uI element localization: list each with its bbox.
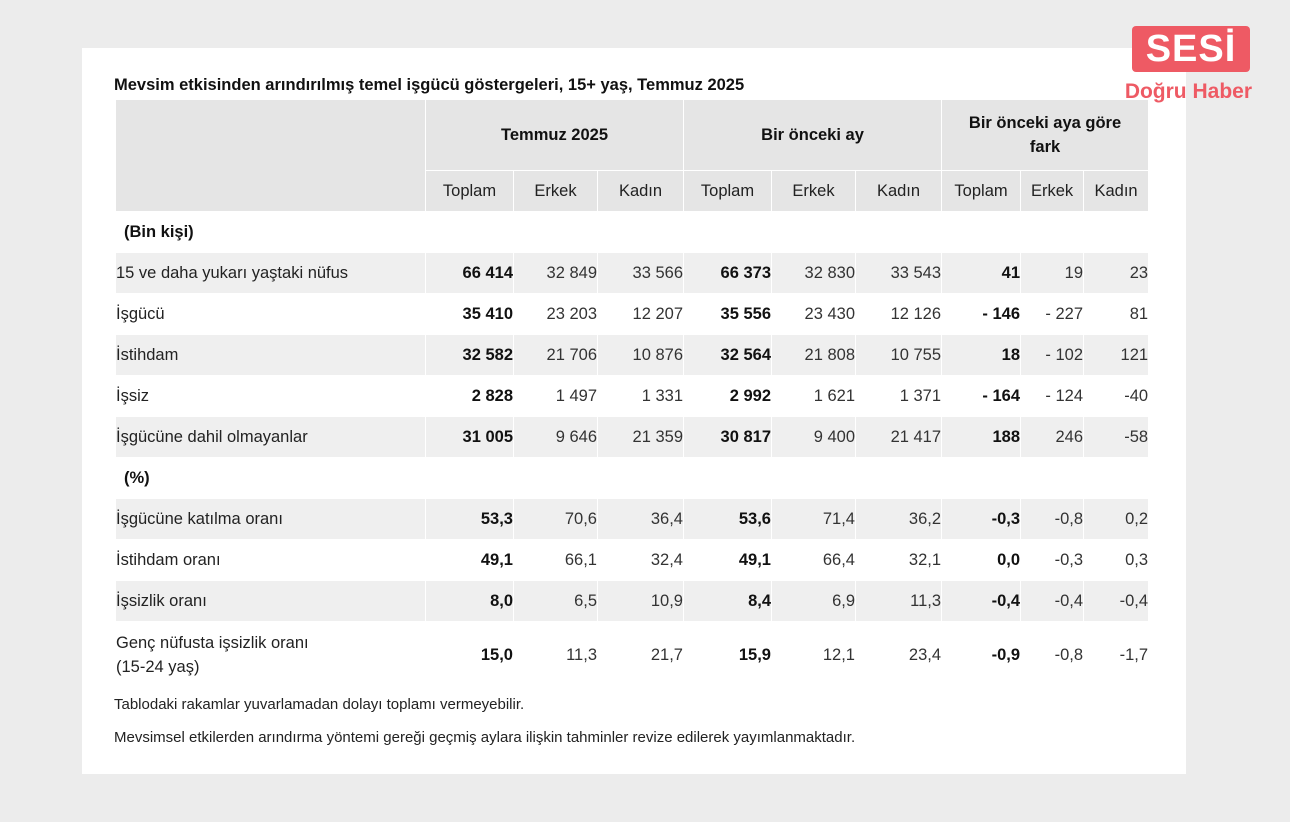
table-cell: 66,4 <box>772 540 856 581</box>
table-cell: 49,1 <box>684 540 772 581</box>
table-cell: 19 <box>1021 253 1084 294</box>
table-cell: -0,4 <box>1084 581 1149 622</box>
table-cell: 8,4 <box>684 581 772 622</box>
col-header: Erkek <box>514 171 598 212</box>
brand-logo-box: SESİ <box>1132 26 1250 72</box>
table-cell: 1 331 <box>598 376 684 417</box>
table-cell: 53,6 <box>684 499 772 540</box>
brand-tagline: Doğru Haber <box>1124 80 1252 103</box>
table-cell: 21 359 <box>598 417 684 458</box>
table-cell: 21 417 <box>856 417 942 458</box>
table-cell: 30 817 <box>684 417 772 458</box>
table-cell: 32,1 <box>856 540 942 581</box>
table-cell: 66,1 <box>514 540 598 581</box>
table-cell: 32,4 <box>598 540 684 581</box>
table-cell: -0,9 <box>942 622 1021 689</box>
table-cell: - 227 <box>1021 294 1084 335</box>
table-row <box>116 253 1149 294</box>
table-cell: 66 373 <box>684 253 772 294</box>
table-cell: 6,5 <box>514 581 598 622</box>
table-cell: 10 755 <box>856 335 942 376</box>
section-label: (Bin kişi) <box>116 212 1149 253</box>
row-label: İşgücüne katılma oranı <box>116 499 426 540</box>
labor-stats-table <box>115 99 1149 689</box>
table-cell: -40 <box>1084 376 1149 417</box>
table-cell: 23 203 <box>514 294 598 335</box>
table-cell: 70,6 <box>514 499 598 540</box>
table-card <box>82 48 1186 774</box>
row-label: İstihdam oranı <box>116 540 426 581</box>
table-cell: 0,3 <box>1084 540 1149 581</box>
table-cell: 32 564 <box>684 335 772 376</box>
table-cell: 23,4 <box>856 622 942 689</box>
table-cell: 21 706 <box>514 335 598 376</box>
table-cell: 10 876 <box>598 335 684 376</box>
table-cell: 12 207 <box>598 294 684 335</box>
row-label: 15 ve daha yukarı yaştaki nüfus <box>116 253 426 294</box>
group-header-difference <box>942 100 1149 171</box>
table-cell: -1,7 <box>1084 622 1149 689</box>
table-cell: 21 808 <box>772 335 856 376</box>
table-cell: 1 497 <box>514 376 598 417</box>
row-label: İşgücüne dahil olmayanlar <box>116 417 426 458</box>
table-cell: 32 849 <box>514 253 598 294</box>
col-header: Kadın <box>598 171 684 212</box>
row-label: Genç nüfusta işsizlik oranı (15-24 yaş) <box>116 622 426 689</box>
row-label: İşsiz <box>116 376 426 417</box>
section-row <box>116 458 1149 499</box>
table-cell: - 146 <box>942 294 1021 335</box>
table-cell: 36,2 <box>856 499 942 540</box>
table-row <box>116 622 1149 689</box>
section-label: (%) <box>116 458 1149 499</box>
table-cell: 23 430 <box>772 294 856 335</box>
table-row <box>116 335 1149 376</box>
table-cell: 1 371 <box>856 376 942 417</box>
row-label: İstihdam <box>116 335 426 376</box>
group-header-difference-label: Bir önceki aya göre fark <box>968 114 1122 156</box>
table-title: Mevsim etkisinden arındırılmış temel işgücü göstergeleri, 15+ yaş, Temmuz 2025 <box>114 76 745 94</box>
col-header: Toplam <box>426 171 514 212</box>
table-cell: 35 556 <box>684 294 772 335</box>
table-row <box>116 540 1149 581</box>
footnote-rounding: Tablodaki rakamlar yuvarlamadan dolayı toplamı vermeyebilir. <box>114 696 525 713</box>
col-header: Erkek <box>1021 171 1084 212</box>
table-cell: -0,4 <box>942 581 1021 622</box>
table-cell: 81 <box>1084 294 1149 335</box>
table-cell: 188 <box>942 417 1021 458</box>
table-cell: 121 <box>1084 335 1149 376</box>
table-cell: 246 <box>1021 417 1084 458</box>
table-cell: -0,3 <box>1021 540 1084 581</box>
table-cell: -0,4 <box>1021 581 1084 622</box>
table-cell: - 164 <box>942 376 1021 417</box>
table-cell: 32 582 <box>426 335 514 376</box>
table-cell: 12,1 <box>772 622 856 689</box>
table-row <box>116 417 1149 458</box>
table-row <box>116 294 1149 335</box>
footnote-seasonal: Mevsimsel etkilerden arındırma yöntemi gereği geçmiş aylara ilişkin tahminler revize edilerek yayımlanmaktadır. <box>114 729 856 746</box>
table-cell: 11,3 <box>856 581 942 622</box>
col-header: Kadın <box>856 171 942 212</box>
group-header-current: Temmuz 2025 <box>426 100 684 171</box>
table-cell: 15,9 <box>684 622 772 689</box>
table-cell: 0,0 <box>942 540 1021 581</box>
table-cell: 9 646 <box>514 417 598 458</box>
table-cell: 11,3 <box>514 622 598 689</box>
table-cell: 0,2 <box>1084 499 1149 540</box>
table-cell: 36,4 <box>598 499 684 540</box>
table-cell: 15,0 <box>426 622 514 689</box>
brand-logo <box>1098 24 1258 110</box>
table-cell: -0,8 <box>1021 499 1084 540</box>
table-cell: - 102 <box>1021 335 1084 376</box>
table-cell: -58 <box>1084 417 1149 458</box>
table-cell: 49,1 <box>426 540 514 581</box>
col-header: Toplam <box>942 171 1021 212</box>
table-cell: 41 <box>942 253 1021 294</box>
table-cell: 32 830 <box>772 253 856 294</box>
group-header-previous: Bir önceki ay <box>684 100 942 171</box>
table-cell: 33 566 <box>598 253 684 294</box>
table-row <box>116 581 1149 622</box>
col-header: Kadın <box>1084 171 1149 212</box>
table-cell: 10,9 <box>598 581 684 622</box>
table-cell: 21,7 <box>598 622 684 689</box>
table-cell: 8,0 <box>426 581 514 622</box>
table-cell: 23 <box>1084 253 1149 294</box>
table-cell: 66 414 <box>426 253 514 294</box>
col-header: Erkek <box>772 171 856 212</box>
table-cell: 2 828 <box>426 376 514 417</box>
table-cell: 71,4 <box>772 499 856 540</box>
table-cell: 35 410 <box>426 294 514 335</box>
table-cell: 2 992 <box>684 376 772 417</box>
header-corner <box>116 100 426 212</box>
table-cell: 12 126 <box>856 294 942 335</box>
col-header: Toplam <box>684 171 772 212</box>
section-row <box>116 212 1149 253</box>
table-cell: -0,8 <box>1021 622 1084 689</box>
row-label: İşgücü <box>116 294 426 335</box>
table-cell: 31 005 <box>426 417 514 458</box>
table-cell: -0,3 <box>942 499 1021 540</box>
table-cell: 33 543 <box>856 253 942 294</box>
row-label: İşsizlik oranı <box>116 581 426 622</box>
table-cell: 53,3 <box>426 499 514 540</box>
table-cell: - 124 <box>1021 376 1084 417</box>
table-cell: 6,9 <box>772 581 856 622</box>
table-row <box>116 499 1149 540</box>
table-cell: 1 621 <box>772 376 856 417</box>
table-row <box>116 376 1149 417</box>
table-cell: 9 400 <box>772 417 856 458</box>
table-cell: 18 <box>942 335 1021 376</box>
